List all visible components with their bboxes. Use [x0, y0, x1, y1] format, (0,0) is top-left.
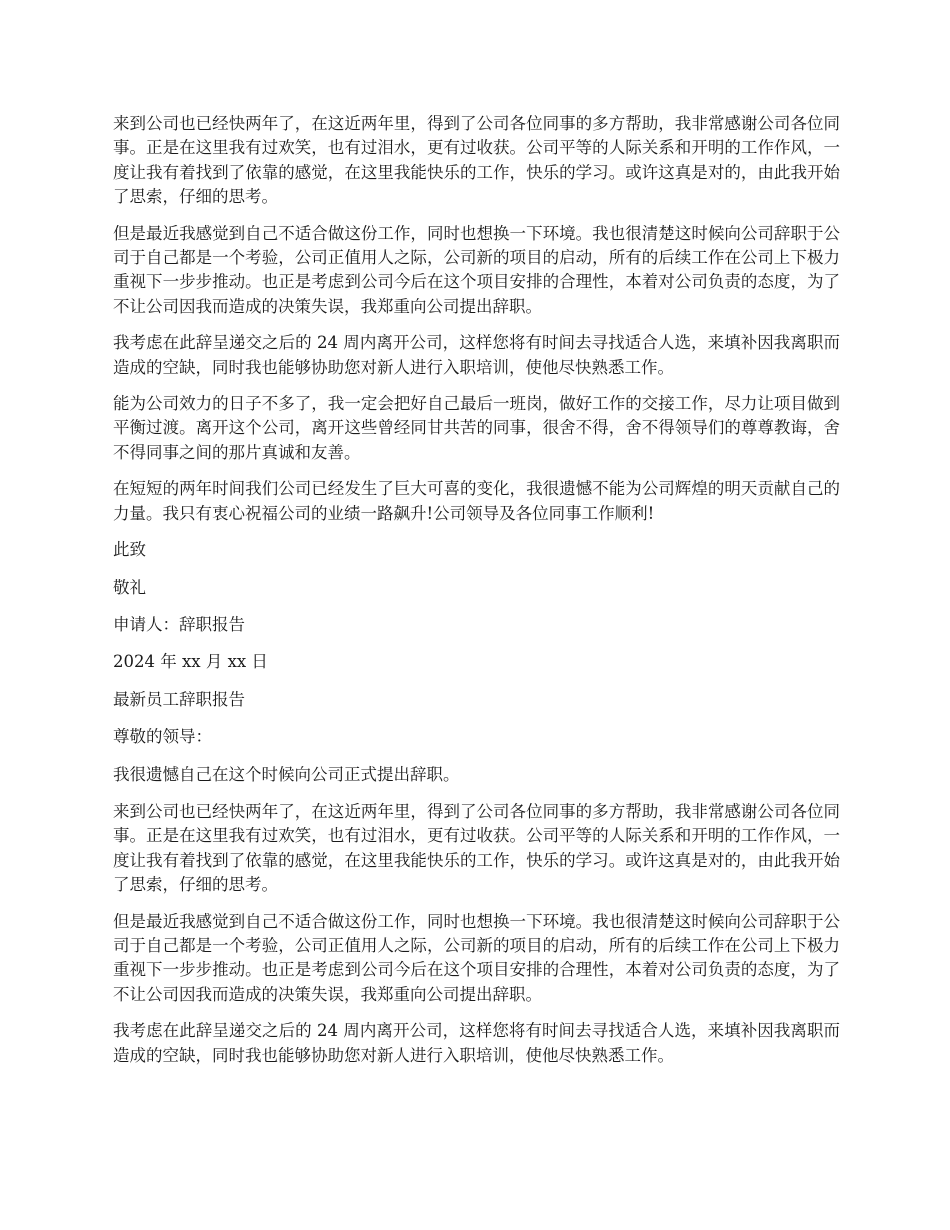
date-line: 2024 年 xx 月 xx 日: [113, 652, 268, 672]
salutation: 尊敬的领导：: [113, 727, 212, 747]
paragraph-notice-period-repeat: 我考虑在此辞呈递交之后的 24 周内离开公司，这样您将有时间去寻找适合人选，来填补因我离职而造成的空缺，同时我也能够协助您对新人进行入职培训，使他尽快熟悉工作。: [113, 1021, 840, 1065]
closing-cizhi: 此致: [113, 540, 146, 560]
section-title: 最新员工辞职报告: [113, 689, 245, 709]
paragraph-intro-repeat: 来到公司也已经快两年了，在这近两年里，得到了公司各位同事的多方帮助，我非常感谢公司各位同事。正是在这里我有过欢笑，也有过泪水，更有过收获。公司平等的人际关系和开明的工作作风，一度让我有着找到了依靠的感觉，在这里我能快乐的工作，快乐的学习。或许这真是对的，由此我开始了思索，仔细的思考。: [113, 801, 840, 895]
paragraph-reason: 但是最近我感觉到自己不适合做这份工作，同时也想换一下环境。我也很清楚这时候向公司辞职于公司于自己都是一个考验，公司正值用人之际，公司新的项目的启动，所有的后续工作在公司上下极力重视下一步步推动。也正是考虑到公司今后在这个项目安排的合理性，本着对公司负责的态度，为了不让公司因我而造成的决策失误，我郑重向公司提出辞职。: [113, 223, 840, 316]
paragraph-intro: 来到公司也已经快两年了，在这近两年里，得到了公司各位同事的多方帮助，我非常感谢公司各位同事。正是在这里我有过欢笑，也有过泪水，更有过收获。公司平等的人际关系和开明的工作作风，一度让我有着找到了依靠的感觉，在这里我能快乐的工作，快乐的学习。或许这真是对的，由此我开始了思索，仔细的思考。: [113, 114, 840, 207]
closing-jingli: 敬礼: [113, 577, 146, 597]
paragraph-wishes: 在短短的两年时间我们公司已经发生了巨大可喜的变化，我很遗憾不能为公司辉煌的明天贡献自己的力量。我只有衷心祝福公司的业绩一路飙升!公司领导及各位同事工作顺利!: [113, 479, 840, 523]
paragraph-reason-repeat: 但是最近我感觉到自己不适合做这份工作，同时也想换一下环境。我也很清楚这时候向公司辞职于公司于自己都是一个考验，公司正值用人之际，公司新的项目的启动，所有的后续工作在公司上下极力重视下一步步推动。也正是考虑到公司今后在这个项目安排的合理性，本着对公司负责的态度，为了不让公司因我而造成的决策失误，我郑重向公司提出辞职。: [113, 911, 840, 1004]
paragraph-notice-period: 我考虑在此辞呈递交之后的 24 周内离开公司，这样您将有时间去寻找适合人选，来填补因我离职而造成的空缺，同时我也能够协助您对新人进行入职培训，使他尽快熟悉工作。: [113, 333, 840, 377]
paragraph-announcement: 我很遗憾自己在这个时候向公司正式提出辞职。: [113, 764, 460, 784]
paragraph-handover: 能为公司效力的日子不多了，我一定会把好自己最后一班岗，做好工作的交接工作，尽力让项目做到平衡过渡。离开这个公司，离开这些曾经同甘共苦的同事，很舍不得，舍不得领导们的尊尊教诲，舍不得同事之间的那片真诚和友善。: [113, 394, 840, 462]
document-body: [113, 112, 840, 1080]
applicant-line: 申请人：辞职报告: [113, 614, 245, 634]
